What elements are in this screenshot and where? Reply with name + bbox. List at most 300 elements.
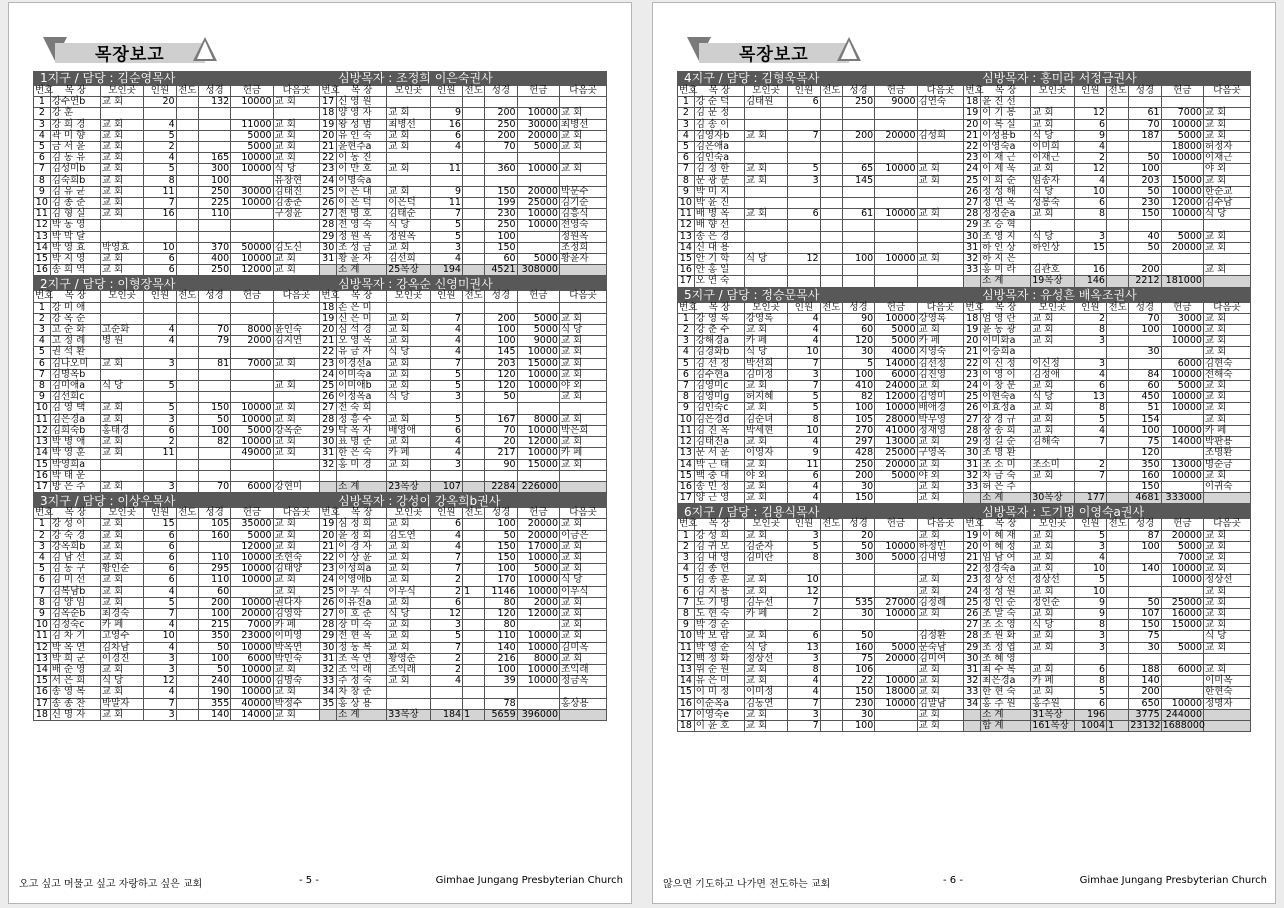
table-row — [34, 425, 607, 436]
table-cell — [559, 403, 606, 414]
table-cell: 10000 — [875, 403, 917, 414]
table-cell: 14000 — [231, 709, 273, 720]
table-cell: 식 당 — [744, 254, 787, 265]
table-cell: 61 — [842, 209, 874, 220]
table-cell — [1106, 242, 1128, 253]
table-cell — [820, 575, 842, 586]
table-cell: 6000 — [875, 369, 917, 380]
table-cell: 11 — [34, 414, 51, 425]
table-cell: 교 회 — [1031, 414, 1074, 425]
table-cell: 강 순 덕 — [694, 97, 744, 108]
table-cell — [387, 403, 430, 414]
table-cell: 이 신 정 — [981, 358, 1031, 369]
table-cell — [463, 608, 485, 619]
table-cell: 교 회 — [100, 175, 143, 186]
table-cell: 10 — [788, 347, 820, 358]
table-cell: 강옥순 — [273, 425, 320, 436]
table-cell: 김미애a — [50, 381, 100, 392]
table-cell: 야 외 — [559, 381, 606, 392]
table-cell — [462, 302, 484, 313]
table-cell: 황영순 — [387, 653, 430, 664]
column-header: 목 장 — [337, 291, 387, 302]
table-cell — [462, 358, 484, 369]
district-header: 3지구 / 담당 : 이상우목사 — [34, 494, 337, 508]
table-cell — [1107, 642, 1129, 653]
table-cell: 김 남 선 — [50, 552, 100, 563]
table-cell: 17 — [678, 709, 695, 720]
table-cell: 24 — [964, 586, 981, 597]
table-cell: 5 — [144, 403, 176, 414]
table-cell — [820, 164, 842, 175]
table-cell — [176, 175, 198, 186]
table-cell — [430, 175, 462, 186]
table-cell — [100, 220, 143, 231]
table-cell — [820, 336, 842, 347]
table-cell: 조익래 — [560, 664, 607, 675]
table-cell: 교 회 — [1031, 541, 1074, 552]
table-cell: 합 계 — [981, 720, 1031, 731]
table-cell: 300 — [198, 164, 230, 175]
table-row — [678, 448, 1251, 459]
table-cell: 355 — [198, 698, 230, 709]
table-cell: 김미정 — [744, 369, 787, 380]
table-cell: 조소미 — [1031, 459, 1074, 470]
table-cell: 10000 — [1161, 403, 1203, 414]
table-row — [34, 481, 607, 492]
table-cell: 33 — [320, 676, 337, 687]
table-cell — [842, 564, 874, 575]
table-cell: 20000 — [1161, 530, 1203, 541]
column-header: 인원 — [144, 291, 176, 302]
table-cell: 1004 — [1074, 720, 1106, 731]
table-cell: 교 회 — [100, 664, 143, 675]
table-cell — [320, 709, 337, 720]
table-cell: 70 — [485, 425, 517, 436]
table-cell: 카 페 — [1203, 425, 1250, 436]
table-cell — [176, 313, 198, 324]
table-cell: 소 계 — [337, 709, 387, 720]
table-cell: 10000 — [517, 664, 559, 675]
table-cell: 50 — [198, 664, 230, 675]
table-cell: 2 — [430, 653, 462, 664]
table-cell: 교 회 — [744, 720, 787, 731]
table-cell: 107 — [430, 481, 462, 492]
table-cell: 교 회 — [917, 325, 964, 336]
table-cell: 8 — [1074, 676, 1106, 687]
table-cell: 10 — [34, 620, 51, 631]
table-cell: 교 회 — [744, 209, 787, 220]
table-cell: 김연숙 — [917, 97, 964, 108]
table-cell: 27 — [964, 620, 981, 631]
table-cell: 김 형 실 — [50, 209, 100, 220]
table-cell — [463, 552, 485, 563]
table-cell: 15000 — [1161, 175, 1203, 186]
table-cell: 3 — [144, 481, 176, 492]
table-cell: 김나오미 — [50, 358, 100, 369]
table-cell: 한순교 — [1203, 186, 1250, 197]
column-header: 번호 — [35, 85, 54, 96]
table-cell: 78 — [485, 698, 517, 709]
table-cell: 154 — [1129, 414, 1161, 425]
table-cell: 203 — [1129, 175, 1161, 186]
table-cell — [1129, 336, 1161, 347]
table-cell: 윤 정 희 — [337, 530, 387, 541]
table-cell: 100 — [1129, 541, 1161, 552]
table-cell: 4 — [144, 119, 176, 130]
table-cell: 2 — [34, 108, 51, 119]
table-cell — [176, 552, 198, 563]
table-cell: 2 — [34, 313, 51, 324]
table-cell: 31 — [964, 459, 981, 470]
table-cell: 교 회 — [100, 153, 143, 164]
table-cell: 40 — [1129, 231, 1161, 242]
table-cell: 2 — [1074, 459, 1106, 470]
table-cell — [1031, 653, 1074, 664]
table-cell — [231, 586, 273, 597]
table-cell: 9 — [1074, 608, 1106, 619]
table-cell — [820, 403, 842, 414]
table-cell: 50 — [485, 392, 517, 403]
table-cell: 교 회 — [559, 336, 606, 347]
table-cell: 10000 — [517, 108, 559, 119]
table-cell: 1688000 — [1162, 719, 1205, 731]
table-cell: 10000 — [1161, 119, 1203, 130]
table-cell: 정상선 — [744, 653, 787, 664]
table-cell: 이우식 — [387, 586, 430, 597]
table-cell — [1107, 608, 1129, 619]
table-cell: 이 미 정 — [694, 687, 744, 698]
table-cell: 5 — [430, 414, 462, 425]
table-cell: 김 양 임 — [50, 597, 100, 608]
table-cell — [144, 459, 176, 470]
table-row — [678, 720, 1251, 731]
column-header: 번호 — [321, 507, 340, 519]
table-cell: 교 회 — [560, 519, 607, 530]
table-cell: 고순화 — [100, 325, 143, 336]
table-cell — [273, 108, 320, 119]
table-cell: 이우식 — [560, 586, 607, 597]
table-cell — [820, 130, 842, 141]
table-row — [678, 347, 1251, 358]
table-cell: 10000 — [875, 541, 917, 552]
table-cell — [430, 403, 462, 414]
table-cell — [820, 541, 842, 552]
table-cell: 교 회 — [100, 130, 143, 141]
table-cell — [1074, 220, 1106, 231]
table-cell: 이영숙a — [981, 142, 1031, 153]
table-row — [678, 369, 1251, 380]
table-cell: 10000 — [231, 642, 273, 653]
table-cell — [1161, 97, 1203, 108]
table-cell: 박 경 순 — [694, 620, 744, 631]
table-cell: 홍 미 라 — [981, 265, 1031, 276]
table-cell — [917, 108, 964, 119]
table-cell — [463, 564, 485, 575]
table-cell — [273, 231, 320, 242]
table-cell: 16 — [34, 265, 51, 276]
column-header: 다음곳 — [559, 291, 606, 302]
table-cell: 20 — [320, 325, 337, 336]
table-cell: 김관호 — [1031, 265, 1074, 276]
table-cell — [231, 459, 273, 470]
table-cell: 4681 — [1129, 493, 1161, 504]
table-cell: 13 — [678, 448, 695, 459]
table-cell: 식 당 — [387, 392, 430, 403]
table-cell: 교 회 — [387, 414, 430, 425]
table-cell: 이미옥 — [1204, 676, 1251, 687]
table-cell — [820, 186, 842, 197]
table-cell: 교 회 — [387, 575, 430, 586]
table-cell: 12 — [430, 608, 462, 619]
table-cell: 20 — [320, 130, 337, 141]
table-cell: 김말남 — [917, 698, 964, 709]
table-row — [34, 575, 607, 586]
table-cell: 10000 — [875, 608, 917, 619]
table-cell — [430, 153, 462, 164]
table-cell: 박 근 태 — [694, 459, 744, 470]
table-cell — [875, 276, 917, 287]
table-cell: 박영효 — [100, 242, 143, 253]
table-cell: 교 회 — [917, 586, 964, 597]
table-cell — [1074, 254, 1106, 265]
table-cell: 최병선 — [387, 119, 430, 130]
table-cell: 5 — [1074, 687, 1106, 698]
table-cell: 14 — [678, 459, 695, 470]
table-cell: 10000 — [875, 676, 917, 687]
table-cell: 교 회 — [387, 369, 430, 380]
table-cell — [176, 698, 198, 709]
table-cell — [517, 242, 559, 253]
table-cell: 2 — [678, 325, 695, 336]
table-cell: 87 — [1129, 530, 1161, 541]
table-cell: 4521 — [485, 265, 517, 276]
table-cell: 김두선 — [744, 597, 787, 608]
table-cell: 24 — [320, 575, 337, 586]
table-cell: 22 — [964, 358, 981, 369]
table-cell: 7 — [430, 358, 462, 369]
table-cell: 고 정 례 — [50, 336, 100, 347]
table-cell: 허정자 — [1203, 142, 1250, 153]
table-cell: 이성희a — [337, 564, 387, 575]
table-cell — [463, 698, 485, 709]
table-cell: 14 — [34, 448, 51, 459]
table-cell: 26 — [320, 198, 337, 209]
table-cell — [462, 130, 484, 141]
table-cell: 5000 — [1161, 231, 1203, 242]
table-cell: 65 — [842, 164, 874, 175]
table-cell — [430, 302, 462, 313]
table-cell: 35 — [320, 698, 337, 709]
table-cell: 12000 — [517, 608, 559, 619]
table-cell: 6 — [788, 209, 820, 220]
table-cell: 조 성 금 — [337, 242, 387, 253]
table-cell: 이경진 — [100, 653, 143, 664]
column-header: 다음곳 — [273, 86, 320, 97]
table-cell: 50 — [1129, 153, 1161, 164]
page-number: - 6 - — [943, 875, 963, 886]
table-cell: 6 — [144, 530, 176, 541]
table-cell: 18 — [34, 709, 51, 720]
table-cell — [820, 369, 842, 380]
table-cell: 4 — [34, 552, 51, 563]
table-cell: 교 회 — [917, 575, 964, 586]
table-cell — [1106, 414, 1128, 425]
table-row — [34, 631, 607, 642]
table-cell: 216 — [485, 653, 517, 664]
table-cell: 배 병 옥 — [694, 209, 744, 220]
table-cell: 5 — [842, 358, 874, 369]
table-row — [678, 119, 1251, 130]
table-cell — [1107, 687, 1129, 698]
table-cell: 교 회 — [744, 709, 787, 720]
table-cell: 150 — [842, 687, 874, 698]
table-cell: 132 — [198, 97, 230, 108]
table-cell: 6 — [430, 425, 462, 436]
table-cell — [1106, 119, 1128, 130]
table-cell: 송 은 경 — [694, 231, 744, 242]
table-cell: 5000 — [1161, 381, 1203, 392]
table-cell: 30 — [842, 481, 874, 492]
column-header: 인원 — [788, 302, 820, 313]
table-cell: 5 — [430, 631, 462, 642]
table-cell: 2 — [430, 664, 462, 675]
table-cell — [875, 198, 917, 209]
column-header: 다음곳 — [917, 302, 964, 313]
table-cell: 교 회 — [100, 97, 143, 108]
table-cell: 70 — [198, 325, 230, 336]
table-cell: 11 — [788, 459, 820, 470]
table-cell: 송 종 찬 — [50, 698, 100, 709]
table-row — [678, 164, 1251, 175]
table-cell: 14 — [678, 242, 695, 253]
table-cell: 황윤자 — [559, 254, 606, 265]
table-cell — [1106, 220, 1128, 231]
table-cell: 4 — [1074, 425, 1106, 436]
table-cell: 홍주원 — [1031, 698, 1074, 709]
table-cell: 181000 — [1161, 276, 1203, 287]
table-cell: 교 회 — [1031, 642, 1074, 653]
table-cell: 김영자b — [694, 130, 744, 141]
table-cell: 60 — [485, 254, 517, 265]
table-cell — [842, 586, 874, 597]
table-cell — [1129, 575, 1161, 586]
table-cell: 110 — [198, 575, 230, 586]
table-cell: 2 — [34, 530, 51, 541]
table-cell — [176, 242, 198, 253]
table-cell: 임송자 — [1031, 175, 1074, 186]
table-cell: 교 회 — [744, 164, 787, 175]
table-cell: 11000 — [231, 119, 273, 130]
table-cell — [964, 276, 981, 287]
table-cell: 교 회 — [387, 164, 430, 175]
table-cell — [1161, 265, 1203, 276]
table-cell: 이유진a — [337, 597, 387, 608]
table-cell: 김 동 구 — [50, 564, 100, 575]
table-cell: 식 당 — [100, 676, 143, 687]
table-cell: 김 정 한 — [694, 164, 744, 175]
table-cell — [517, 620, 559, 631]
table-cell — [463, 575, 485, 586]
table-cell: 교 회 — [559, 392, 606, 403]
table-cell: 교 회 — [1203, 381, 1250, 392]
table-cell: 교 회 — [100, 403, 143, 414]
table-cell — [517, 470, 559, 481]
table-cell: 교 회 — [559, 108, 606, 119]
table-cell — [842, 575, 874, 586]
table-cell — [176, 153, 198, 164]
table-cell: 이효정a — [981, 403, 1031, 414]
table-cell — [820, 198, 842, 209]
table-cell — [788, 220, 820, 231]
table-cell: 110 — [198, 552, 230, 563]
table-cell: 10000 — [1161, 425, 1203, 436]
table-cell: 27000 — [875, 597, 917, 608]
table-cell: 교 회 — [273, 414, 320, 425]
table-cell: 10000 — [875, 313, 917, 324]
table-cell — [144, 392, 176, 403]
table-cell: 정명자 — [1204, 698, 1251, 709]
table-cell: 150 — [485, 242, 517, 253]
table-cell: 16 — [34, 687, 51, 698]
table-cell: 26 — [964, 403, 981, 414]
table-cell: 10000 — [1161, 575, 1203, 586]
table-cell: 3 — [678, 336, 695, 347]
table-cell — [176, 209, 198, 220]
table-cell — [176, 481, 198, 492]
table-cell — [1107, 564, 1129, 575]
table-cell: 교 회 — [560, 631, 607, 642]
table-cell — [744, 186, 787, 197]
table-cell: 김옥순b — [50, 608, 100, 619]
table-cell: 박말자 — [100, 698, 143, 709]
table-cell: 교 회 — [1203, 414, 1250, 425]
table-cell — [176, 676, 198, 687]
table-cell: 3 — [1074, 336, 1106, 347]
table-cell: 이성용b — [981, 130, 1031, 141]
table-cell — [875, 664, 917, 675]
table-cell: 최 수 복 — [981, 664, 1031, 675]
table-cell — [462, 481, 484, 492]
table-cell: 17 — [320, 97, 337, 108]
table-cell: 33 — [964, 481, 981, 492]
table-cell: 이재근 — [1031, 153, 1074, 164]
table-cell: 23 — [964, 575, 981, 586]
column-header: 목 장 — [337, 508, 387, 519]
table-cell: 370 — [198, 242, 230, 253]
table-cell: 강영록 — [744, 313, 787, 324]
table-cell: 야 외 — [744, 470, 787, 481]
table-cell: 이 복 실 — [981, 119, 1031, 130]
table-cell — [462, 97, 484, 108]
table-cell: 교 회 — [1203, 325, 1250, 336]
table-cell: 26 — [964, 186, 981, 197]
column-header: 인원 — [788, 519, 820, 530]
table-cell — [744, 276, 787, 287]
table-cell: 교 회 — [1031, 325, 1074, 336]
table-row — [678, 313, 1251, 324]
table-cell: 7 — [788, 720, 820, 731]
table-cell: 20 — [964, 541, 981, 552]
table-cell — [1106, 186, 1128, 197]
table-cell: 교 회 — [744, 586, 787, 597]
table-cell: 전 현 옥 — [337, 631, 387, 642]
table-cell: 30 — [964, 231, 981, 242]
table-cell: 5000 — [231, 142, 273, 153]
table-cell: 100 — [1129, 325, 1161, 336]
table-cell — [1129, 142, 1161, 153]
table-cell: 21 — [964, 347, 981, 358]
table-cell — [176, 530, 198, 541]
